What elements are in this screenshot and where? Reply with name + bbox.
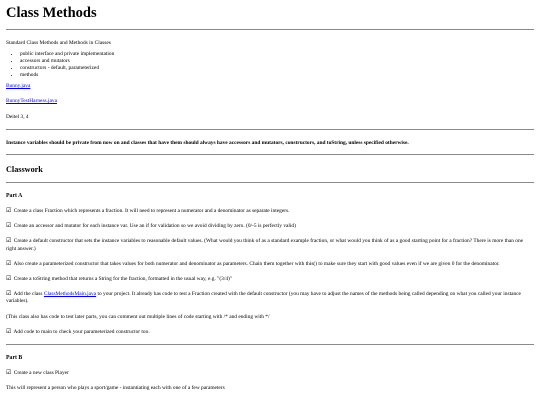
- bunny-java-link[interactable]: Bunny.java: [6, 83, 31, 90]
- task-text: to your project. It already has code to test a Fraction created with the default constructor (you may have to adjust the names of the methods being called depending on what you called your instance variables).: [6, 291, 521, 305]
- section-divider: [6, 154, 534, 155]
- task-text: Create a new class Player: [13, 370, 69, 377]
- task-text: Create a toString method that returns a String for the fraction, formatted in the usual way, e.g. "(3/4)": [13, 276, 233, 283]
- topic-item: • methods: [20, 72, 534, 79]
- checkbox-icon[interactable]: ☑: [6, 370, 12, 377]
- page-title: Class Methods: [6, 5, 97, 21]
- task-text: Also create a parameterized constructor that takes values for both numerator and denominator as parameters. Chain them together with this() to make sure they start with good values even if we are given 0 for the denominator.: [13, 260, 500, 267]
- checkbox-icon[interactable]: ☑: [6, 223, 12, 230]
- reference-text: Deitel 3, 4: [6, 113, 29, 120]
- checkbox-icon[interactable]: ☑: [6, 260, 12, 267]
- classwork-heading: Classwork: [6, 165, 43, 175]
- checkbox-icon[interactable]: ☑: [6, 276, 12, 283]
- topic-item: • public interface and private implementation: [20, 51, 534, 58]
- topic-item: • accessors and mutators: [20, 58, 534, 65]
- title-divider: [6, 29, 534, 30]
- task-item: [6, 276, 534, 283]
- part-b-heading: Part B: [6, 355, 23, 362]
- task-item: [6, 223, 534, 230]
- checkbox-icon[interactable]: ☑: [6, 208, 12, 215]
- player-description: This will represent a person who plays a sport/game - instantiating each with one of a few parameters: [6, 385, 225, 392]
- checkbox-icon[interactable]: ☑: [6, 238, 12, 245]
- intro-text: Standard Class Methods and Methods in Classes: [6, 40, 111, 46]
- topic-item: • constructors - default, parameterized: [20, 65, 534, 72]
- task-item: [6, 238, 534, 252]
- topic-list: [6, 51, 534, 79]
- section-divider: [6, 344, 534, 345]
- task-item: [6, 291, 534, 305]
- class-methods-main-link[interactable]: ClassMethodsMain.java: [43, 291, 97, 298]
- task-item: [6, 370, 534, 377]
- task-text: Add code to main to check your parameterized constructor too.: [13, 328, 150, 335]
- section-divider: [6, 129, 534, 130]
- section-divider: [6, 182, 534, 183]
- task-item: [6, 261, 534, 268]
- checkbox-icon[interactable]: ☑: [6, 328, 12, 335]
- task-text: Create a class Fraction which represents a fraction. It will need to represent a numerator and a denominator as separate integers.: [13, 208, 290, 215]
- file-links: [6, 83, 534, 105]
- part-a-heading: Part A: [6, 193, 23, 200]
- checkbox-icon[interactable]: ☑: [6, 291, 12, 298]
- comment-out-note: (This class also has code to test later parts, you can comment out multiple lines of code starting with /* and ending with */: [6, 313, 270, 320]
- instance-variable-notice: Instance variables should be private from now on and classes that have them should always have accessors and mutators, constructors, and toString, unless specified otherwise.: [6, 139, 409, 146]
- task-text: Create an accessor and mutator for each instance var. Use an if for validation so we avoid dividing by zero. (0/-5 is perfectly valid): [13, 223, 296, 230]
- task-text: Add the class: [13, 291, 44, 298]
- task-text: Create a default constructor that sets the instance variables to reasonable default values. (What would you think of as a standard example fraction, or what would you think of as a good starting point for a fraction? There is more than one right answer.): [6, 238, 524, 252]
- task-item: [6, 208, 534, 215]
- task-item: [6, 329, 534, 336]
- bunny-test-harness-link[interactable]: BunnyTestHarness.java: [6, 98, 57, 105]
